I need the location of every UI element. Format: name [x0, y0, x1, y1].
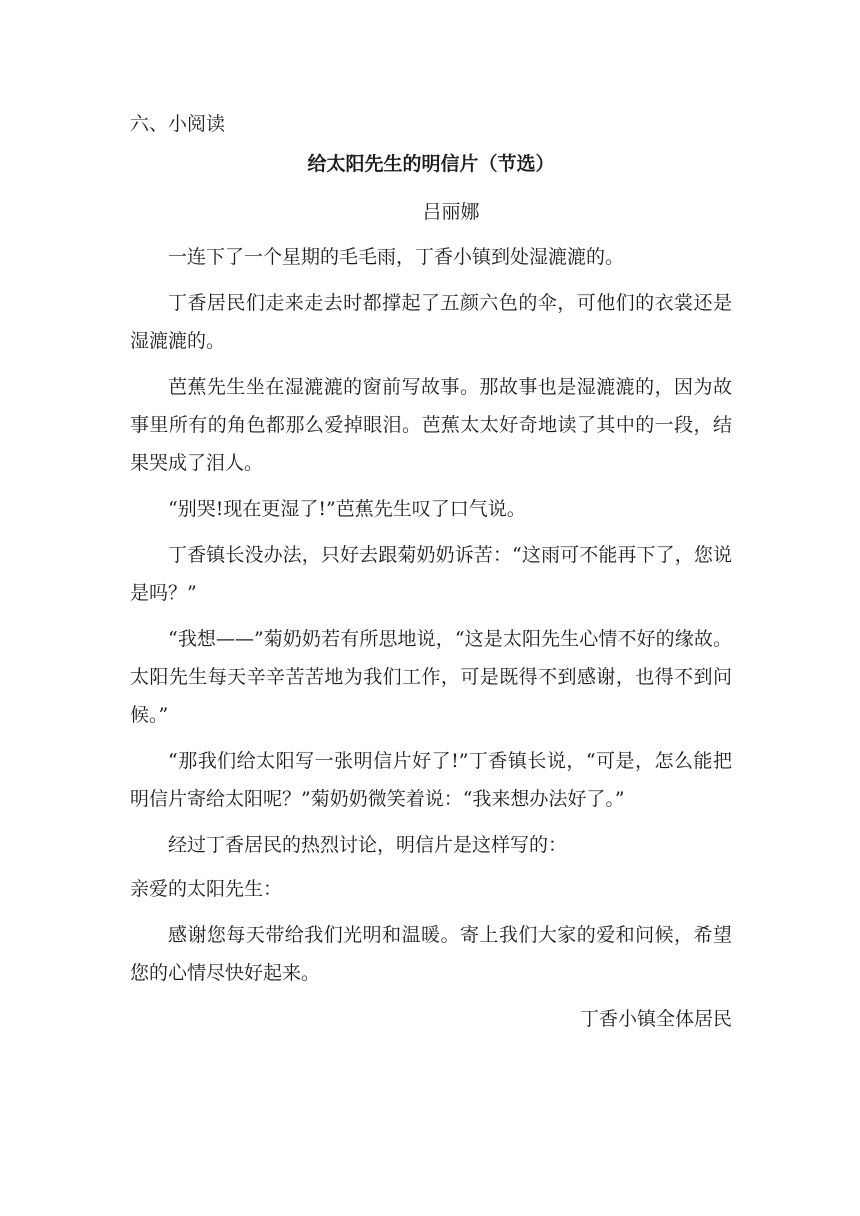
paragraph-1: 一连下了一个星期的毛毛雨，丁香小镇到处湿漉漉的。 [168, 246, 625, 268]
paragraph-6: “我想——”菊奶奶若有所思地说，“这是太阳先生心情不好的缘故。太阳先生每天辛辛苦苦地为我们工作，可是既得不到感谢，也得不到问候。” [130, 628, 732, 726]
paragraph-2: 丁香居民们走来走去时都撑起了五颜六色的伞，可他们的衣裳还是湿漉漉的。 [130, 292, 732, 352]
paragraph-5: 丁香镇长没办法，只好去跟菊奶奶诉苦：“这雨可不能再下了，您说是吗？” [130, 544, 732, 604]
postcard-salutation: 亲爱的太阳先生： [130, 878, 283, 900]
article-title: 给太阳先生的明信片（节选） [307, 153, 555, 175]
postcard-signature: 丁香小镇全体居民 [579, 1008, 732, 1030]
postcard-body: 感谢您每天带给我们光明和温暖。寄上我们大家的爱和问候，希望您的心情尽快好起来。 [130, 924, 732, 984]
paragraph-8: 经过丁香居民的热烈讨论，明信片是这样写的： [168, 834, 568, 856]
paragraph-4: “别哭!现在更湿了!”芭蕉先生叹了口气说。 [168, 498, 526, 520]
paragraph-3: 芭蕉先生坐在湿漉漉的窗前写故事。那故事也是湿漉漉的，因为故事里所有的角色都那么爱掉眼泪。芭蕉太太好奇地读了其中的一段，结果哭成了泪人。 [130, 376, 732, 474]
paragraph-7: “那我们给太阳写一张明信片好了!”丁香镇长说，“可是，怎么能把明信片寄给太阳呢？”菊奶奶微笑着说：“我来想办法好了。” [130, 750, 732, 810]
section-heading: 六、小阅读 [130, 113, 226, 135]
document-page [130, 104, 732, 1038]
article-author: 吕丽娜 [422, 201, 480, 223]
